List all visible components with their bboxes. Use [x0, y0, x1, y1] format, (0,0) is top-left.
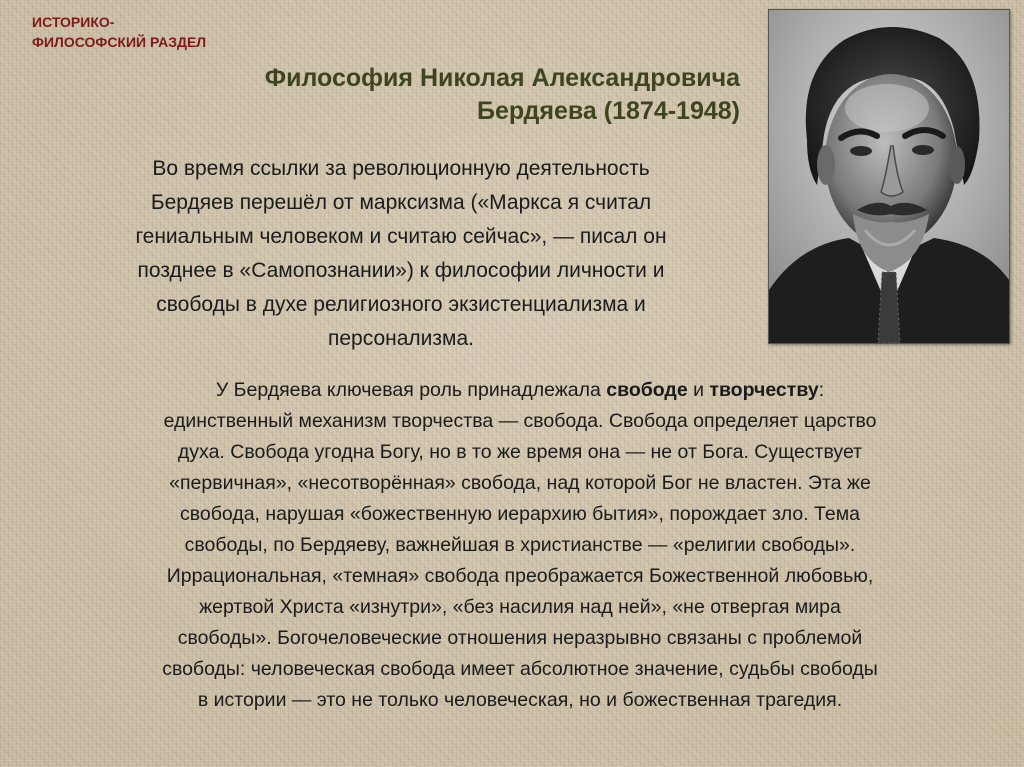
- paragraph-line: Иррациональная, «темная» свобода преображается Божественной любовью,: [166, 565, 874, 587]
- paragraph-line: свободы, по Бердяеву, важнейшая в христианстве — «религии свободы».: [184, 534, 856, 556]
- paragraph-line: позднее в «Самопознании») к философии личности и: [137, 259, 665, 282]
- paragraph-line: единственный механизм творчества — свобода. Свобода определяет царство: [163, 410, 877, 432]
- paragraph-line: свободы: человеческая свобода имеет абсолютное значение, судьбы свободы: [162, 658, 878, 680]
- paragraph-line: «первичная», «несотворённая» свобода, над которой Бог не властен. Эта же: [169, 472, 871, 494]
- text-run: :: [818, 379, 825, 401]
- page-title: [120, 62, 740, 128]
- freedom-paragraph: [40, 375, 1000, 716]
- paragraph-line: персонализма.: [328, 327, 474, 350]
- paragraph-line: гениальным человеком и считаю сейчас», — писал он: [135, 225, 667, 248]
- paragraph-line: жертвой Христа «изнутри», «без насилия над ней», «не отвергая мира: [199, 596, 841, 618]
- paragraph-line: свобода, нарушая «божественную иерархию бытия», порождает зло. Тема: [180, 503, 860, 525]
- paragraph-line: Бердяев перешёл от марксизма («Маркса я считал: [150, 191, 652, 214]
- page-title-line-1: Философия Николая Александровича: [264, 64, 740, 92]
- paragraph-line: свободы в духе религиозного экзистенциализма и: [156, 293, 646, 316]
- text-run: и: [687, 379, 710, 401]
- page-title-line-2: Бердяева (1874-1948): [477, 97, 740, 125]
- keyword-creativity: творчеству: [709, 379, 819, 401]
- paragraph-line: духа. Свобода угодна Богу, но в то же время она — не от Бога. Существует: [177, 441, 863, 463]
- paragraph-line: в истории — это не только человеческая, но и божественная трагедия.: [197, 689, 843, 711]
- section-label-line-1: ИСТОРИКО-: [32, 14, 115, 30]
- portrait-image: [769, 10, 1009, 343]
- paragraph-line: свободы». Богочеловеческие отношения неразрывно связаны с проблемой: [177, 627, 863, 649]
- keyword-freedom: свободе: [606, 379, 688, 401]
- paragraph-line: Во время ссылки за революционную деятельность: [152, 157, 650, 180]
- text-run: У Бердяева ключевая роль принадлежала: [215, 379, 607, 401]
- berdyaev-portrait: [768, 9, 1010, 344]
- section-label-line-2: ФИЛОСОФСКИЙ РАЗДЕЛ: [32, 34, 207, 50]
- biography-paragraph: [56, 152, 746, 356]
- section-label: [32, 12, 206, 52]
- paragraph-line: [40, 375, 1000, 406]
